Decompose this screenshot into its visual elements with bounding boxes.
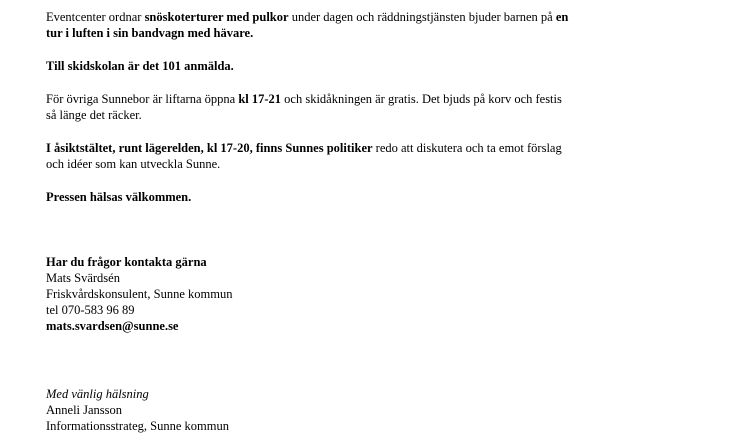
paragraph-line xyxy=(46,140,686,156)
paragraph-lifts xyxy=(46,91,686,123)
signoff-title: Informationsstrateg, Sunne kommun xyxy=(46,419,229,433)
signoff-greeting xyxy=(46,386,686,402)
bold-text-run: I åsiktstältet, runt lägerelden, kl 17-20, finns Sunnes politiker xyxy=(46,141,373,155)
paragraph-press xyxy=(46,189,686,205)
bold-text-run: en xyxy=(555,10,569,24)
spacer xyxy=(46,377,686,386)
contact-heading xyxy=(46,254,686,270)
contact-block xyxy=(46,254,686,334)
paragraph-politicians xyxy=(46,140,686,172)
bold-text-run: Till skidskolan är det 101 anmälda. xyxy=(46,59,234,73)
paragraph-line xyxy=(46,107,686,123)
bold-text-run: tur i luften i sin bandvagn med hävare. xyxy=(46,26,254,40)
contact-phone: tel 070-583 96 89 xyxy=(46,303,135,317)
paragraph-line xyxy=(46,189,686,205)
paragraph-line xyxy=(46,91,686,107)
contact-email-link[interactable]: mats.svardsen@sunne.se xyxy=(46,319,179,333)
spacer xyxy=(46,222,686,254)
bold-text-run: kl 17-21 xyxy=(238,92,282,106)
text-run: så länge det räcker. xyxy=(46,108,142,122)
text-run: För övriga Sunnebor är liftarna öppna xyxy=(46,92,239,106)
signoff-name: Anneli Jansson xyxy=(46,403,123,417)
paragraph-line xyxy=(46,156,686,172)
paragraph-line xyxy=(46,9,686,25)
text-run: Eventcenter ordnar xyxy=(46,10,145,24)
contact-title: Friskvårdskonsulent, Sunne kommun xyxy=(46,287,233,301)
contact-email[interactable] xyxy=(46,318,686,334)
spacer xyxy=(46,334,686,377)
text-run: redo att diskutera och ta emot förslag xyxy=(372,141,562,155)
text-run: och idéer som kan utveckla Sunne. xyxy=(46,157,221,171)
text-run: och skidåkningen är gratis. Det bjuds på korv och festis xyxy=(281,92,562,106)
text-run: under dagen och räddningstjänsten bjuder barnen på xyxy=(288,10,556,24)
signoff-block xyxy=(46,386,686,434)
signoff-greeting-text: Med vänlig hälsning xyxy=(46,387,149,401)
bold-text-run: snöskoterturer med pulkor xyxy=(144,10,289,24)
contact-heading-text: Har du frågor kontakta gärna xyxy=(46,255,207,269)
paragraph-line xyxy=(46,58,686,74)
document-body xyxy=(46,9,686,434)
paragraph-line xyxy=(46,25,686,41)
paragraph-events xyxy=(46,9,686,41)
contact-name: Mats Svärdsén xyxy=(46,271,120,285)
paragraph-ski-school xyxy=(46,58,686,74)
bold-text-run: Pressen hälsas välkommen. xyxy=(46,190,192,204)
